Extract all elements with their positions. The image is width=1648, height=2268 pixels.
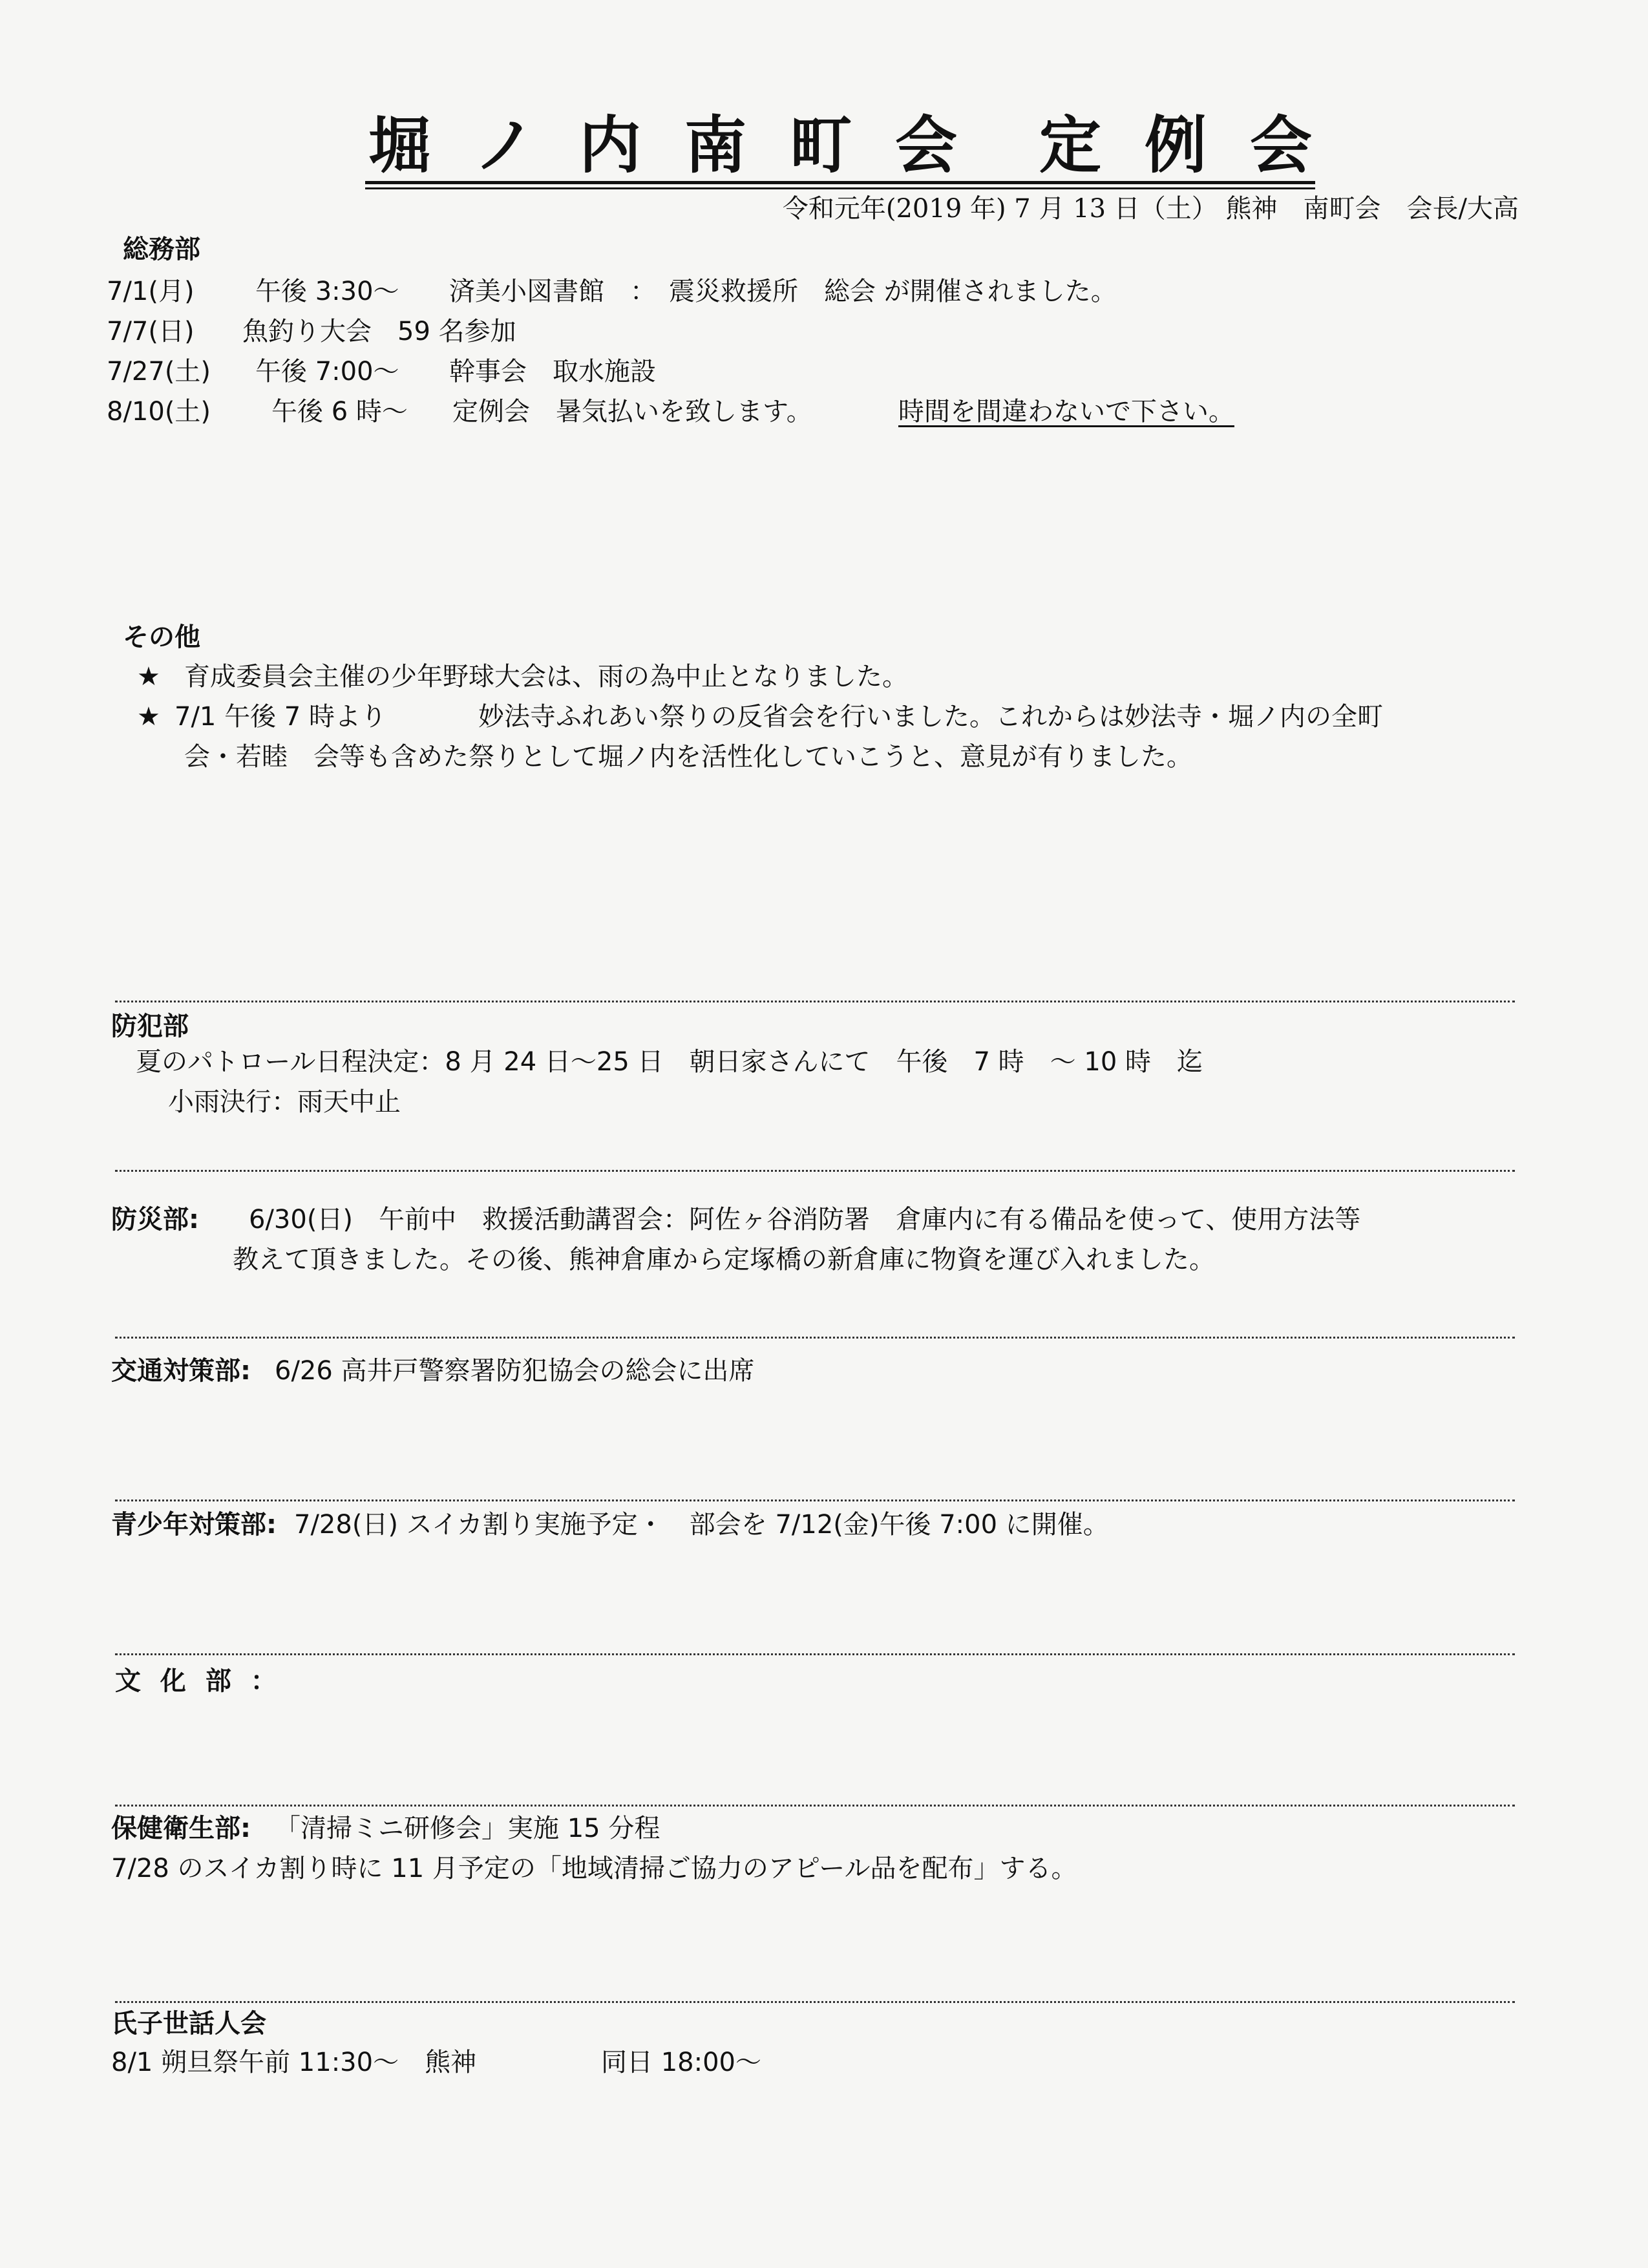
somubu-row xyxy=(107,352,1528,392)
hoken-line-1: 「清掃ミニ研修会」実施 15 分程 xyxy=(275,1814,660,1843)
section-divider xyxy=(115,1653,1515,1655)
row-col1: 魚釣り大会 59 名参加 xyxy=(242,317,516,346)
title-underline-secondary xyxy=(365,187,1315,189)
ujiko-line-a: 8/1 朔旦祭午前 11:30〜 熊神 xyxy=(111,2048,477,2077)
star-icon: ★ xyxy=(137,702,160,732)
section-divider xyxy=(115,1337,1515,1339)
sonota-item-2-date: 7/1 午後 7 時より xyxy=(174,702,386,732)
title-char: 堀 xyxy=(368,109,430,182)
title-char: 定 xyxy=(1039,109,1101,182)
title-underline xyxy=(365,181,1315,184)
sonota-heading: その他 xyxy=(123,622,200,652)
somubu-notice: 時間を間違わないで下さい。 xyxy=(898,397,1234,427)
sonota-item-2-continued: 会・若睦 会等も含めた祭りとして堀ノ内を活性化していこうと、意見が有りました。 xyxy=(184,742,1192,772)
row-col2: 定例会 暑気払いを致します。 xyxy=(452,397,812,427)
date-line: 令和元年(2019 年) 7 月 13 日（土） 熊神 南町会 会長/大高 xyxy=(782,194,1519,224)
bosaibu-heading: 防災部: xyxy=(111,1205,199,1235)
kotsu-text: 6/26 高井戸警察署防犯協会の総会に出席 xyxy=(275,1356,755,1386)
bosaibu-line-2: 教えて頂きました。その後、熊神倉庫から定塚橋の新倉庫に物資を運び入れました。 xyxy=(233,1245,1215,1275)
bunka-heading: 文 化 部 ： xyxy=(115,1666,282,1696)
row-date: 7/1(月) xyxy=(107,277,195,306)
section-divider xyxy=(115,1500,1515,1501)
row-date: 8/10(土) xyxy=(107,397,211,427)
row-date: 7/7(日) xyxy=(107,317,195,346)
title-char: 例 xyxy=(1145,109,1207,182)
section-divider xyxy=(115,1805,1515,1807)
bosaibu-line-1: 6/30(日) 午前中 救援活動講習会：阿佐ヶ谷消防署 倉庫内に有る備品を使って、使用方法等 xyxy=(249,1205,1361,1235)
sonota-item-2-text: 妙法寺ふれあい祭りの反省会を行いました。これからは妙法寺・堀ノ内の全町 xyxy=(478,702,1383,732)
ujiko-heading: 氏子世話人会 xyxy=(111,2009,266,2039)
somubu-row xyxy=(107,392,1528,432)
row-date: 7/27(土) xyxy=(107,357,211,387)
row-col1: 午後 3:30〜 xyxy=(255,277,399,306)
seishonen-text: 7/28(日) スイカ割り実施予定・ 部会を 7/12(金)午後 7:00 に開催。 xyxy=(294,1510,1109,1540)
bohanbu-line-1: 夏のパトロール日程決定：8 月 24 日〜25 日 朝日家さんにて 午後 7 時 〜 10 時 迄 xyxy=(136,1047,1203,1077)
section-divider xyxy=(115,1001,1515,1002)
seishonen-heading: 青少年対策部: xyxy=(111,1510,277,1540)
ujiko-line-b: 同日 18:00〜 xyxy=(601,2048,761,2077)
kotsu-heading: 交通対策部: xyxy=(111,1356,251,1386)
title-char: 町 xyxy=(790,109,852,182)
somubu-row xyxy=(107,271,1528,312)
title-char: 南 xyxy=(684,109,746,182)
page-title xyxy=(368,103,1312,187)
star-icon: ★ xyxy=(137,662,160,692)
title-char: 会 xyxy=(1250,109,1312,182)
row-col2: 済美小図書館 ： 震災救援所 総会 が開催されました。 xyxy=(449,277,1117,306)
row-col2: 幹事会 取水施設 xyxy=(449,357,656,387)
title-char: ノ xyxy=(474,109,536,182)
somubu-row xyxy=(107,312,1528,352)
section-divider xyxy=(115,2001,1515,2003)
bohanbu-line-2: 小雨決行：雨天中止 xyxy=(168,1087,401,1117)
title-char: 内 xyxy=(579,109,641,182)
section-divider xyxy=(115,1170,1515,1172)
sonota-item-1: 育成委員会主催の少年野球大会は、雨の為中止となりました。 xyxy=(184,662,908,692)
hoken-heading: 保健衛生部: xyxy=(111,1814,251,1843)
bohanbu-heading: 防犯部 xyxy=(111,1012,189,1041)
hoken-line-2: 7/28 のスイカ割り時に 11 月予定の「地域清掃ご協力のアピール品を配布」する。 xyxy=(111,1854,1077,1883)
title-char: 会 xyxy=(895,109,957,182)
somubu-heading: 総務部 xyxy=(123,235,200,264)
row-col1: 午後 6 時〜 xyxy=(271,397,408,427)
row-col1: 午後 7:00〜 xyxy=(255,357,399,387)
